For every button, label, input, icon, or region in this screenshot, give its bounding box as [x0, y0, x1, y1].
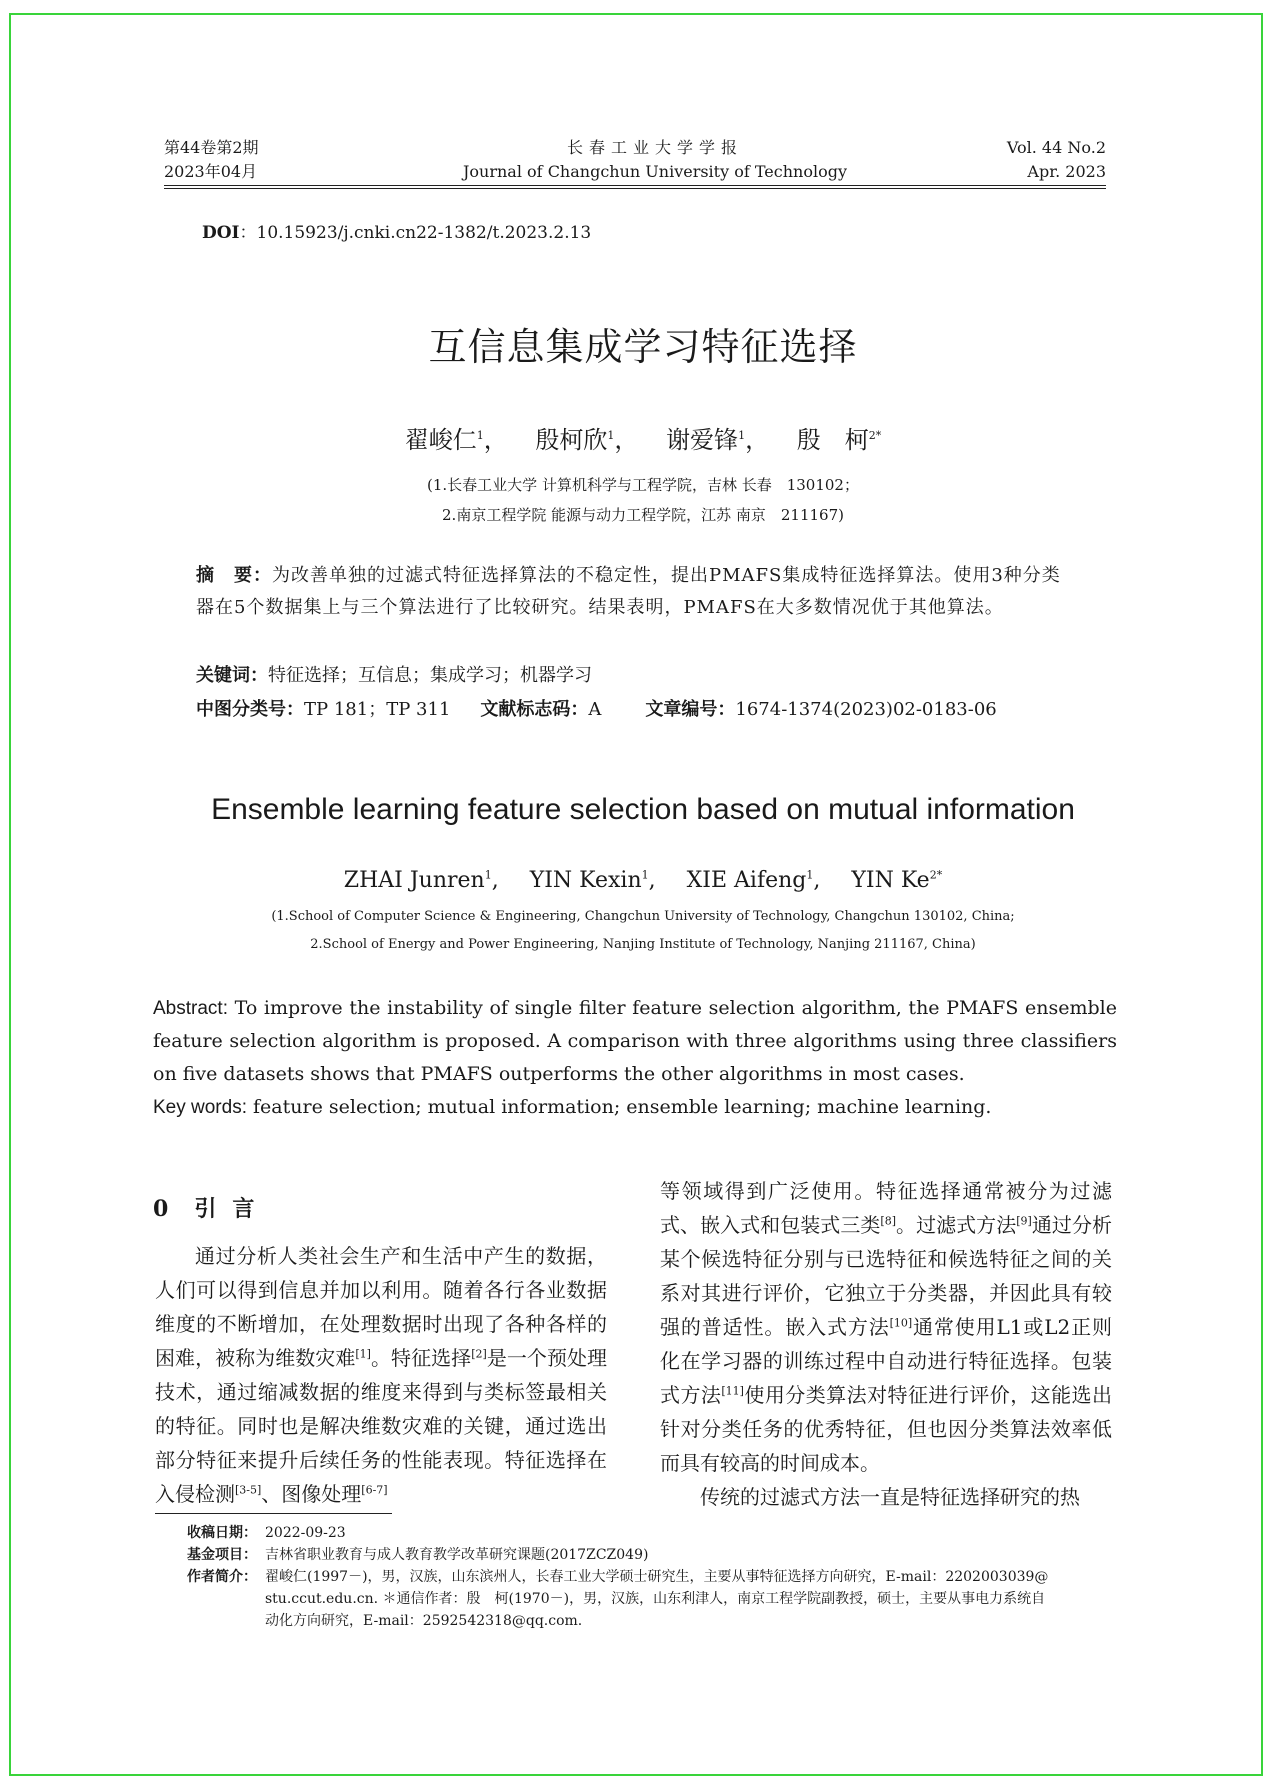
author-bio-line: stu.ccut.edu.cn. ＊通信作者：殷 柯(1970－)，男，汉族，山东利津人，南京工程学院副教授，硕士，主要从事电力系统自 [265, 1591, 1046, 1607]
author-en-3: XIE Aifeng$^1$, [686, 868, 821, 893]
journal-name-en: Journal of Changchun University of Technology [463, 162, 847, 181]
body-paragraph-2: 传统的过滤式方法一直是特征选择研究的热 [700, 1485, 1080, 1509]
volume-cn: 第44卷第2期 [164, 138, 259, 157]
footnote-received [187, 1522, 1113, 1544]
footnote-label: 收稿日期： [187, 1525, 257, 1541]
citation-ref[interactable]: [11] [721, 1384, 744, 1398]
author-en-2: YIN Kexin$^1$, [529, 868, 656, 893]
title-en: Ensemble learning feature selection based on mutual information [211, 793, 1075, 826]
abstract-en-label: Abstract: [153, 998, 228, 1019]
date-cn: 2023年04月 [164, 162, 258, 181]
header-center [460, 136, 850, 184]
header-rule-bottom [164, 188, 1106, 189]
body-text: 、图像处理 [261, 1482, 362, 1506]
doi-value[interactable]: ：10.15923/j.cnki.cn22-1382/t.2023.2.13 [239, 223, 592, 243]
footnote-rule [155, 1513, 392, 1514]
body-text: 等领域得到广泛使用。特征选择通常被分为过滤式、嵌入式和包装式三类 [660, 1179, 1112, 1237]
author-en-1: ZHAI Junren$^1$, [343, 868, 499, 893]
affiliation-cn-2: 2.南京工程学院 能源与动力工程学院，江苏 南京 211167) [442, 506, 844, 524]
section-number: 0 [153, 1196, 169, 1222]
body-text: 是一个预处理技术，通过缩减数据的维度来得到与类标签最相关的特征。同时也是解决维数灾难的关键，通过选出部分特征来提升后续任务的性能表现。特征选择在入侵检测 [155, 1346, 608, 1506]
citation-ref[interactable]: [2] [471, 1347, 487, 1361]
title-cn: 互信息集成学习特征选择 [428, 325, 858, 369]
keywords-cn-label: 关键词： [196, 665, 268, 686]
abstract-cn-text: 为改善单独的过滤式特征选择算法的不稳定性，提出PMAFS集成特征选择算法。使用3种分类器在5个数据集上与三个算法进行了比较研究。结果表明，PMAFS在大多数情况优于其他算法。 [196, 565, 1061, 618]
affiliation-en-1: (1.School of Computer Science & Engineering, Changchun University of Technology, Changchun 130102, China; [271, 909, 1015, 924]
footnote-fund [187, 1544, 1113, 1566]
footnote-label: 基金项目： [187, 1547, 257, 1563]
body-column-right [660, 1174, 1112, 1514]
footnote-author [187, 1566, 1113, 1632]
body-text: 。特征选择 [370, 1346, 472, 1370]
abstract-en [153, 992, 1117, 1091]
keywords-en-text: feature selection; mutual information; ensemble learning; machine learning. [246, 1096, 992, 1118]
affiliation-cn-1: (1.长春工业大学 计算机科学与工程学院，吉林 长春 130102； [427, 476, 859, 494]
citation-ref[interactable]: [3-5] [235, 1483, 262, 1497]
body-column-left [155, 1239, 607, 1511]
authors-cn [0, 420, 1286, 455]
abstract-cn-label: 摘 要： [196, 565, 272, 586]
received-date: 2022-09-23 [265, 1525, 346, 1541]
citation-ref[interactable]: [8] [880, 1214, 896, 1228]
keywords-cn [196, 660, 592, 692]
doi-label: DOI [202, 223, 240, 243]
clc-label: 中图分类号： [196, 699, 304, 720]
body-text: 通常使用L1或L2正则化在学习器的训练过程中自动进行特征选择。包装式方法 [660, 1315, 1113, 1407]
header-right [1007, 136, 1106, 184]
body-text: 通过分析某个候选特征分别与已选特征和候选特征之间的关系对其进行评价，它独立于分类器，并因此具有较强的普适性。嵌入式方法 [660, 1213, 1113, 1339]
clc-value: TP 181；TP 311 [304, 699, 451, 720]
abstract-cn [196, 560, 1076, 624]
article-no-value: 1674-1374(2023)02-0183-06 [735, 699, 997, 720]
doc-code-value: A [588, 699, 602, 720]
journal-name-cn: 长春工业大学学报 [566, 138, 743, 157]
abstract-en-text: To improve the instability of single filter feature selection algorithm, the PMAFS ensemble feature selection algorithm is proposed. A comparison with three algorithms using three classifiers on five datasets shows that PMAFS outperforms the other algorithms in most cases. [153, 997, 1117, 1085]
footnote-label: 作者简介： [187, 1569, 257, 1585]
authors-en [0, 868, 1286, 893]
citation-ref[interactable]: [10] [889, 1316, 913, 1330]
keywords-cn-text: 特征选择；互信息；集成学习；机器学习 [268, 665, 592, 686]
keywords-en-label: Key words: [153, 1097, 247, 1118]
body-text: 通过分析人类社会生产和生活中产生的数据，人们可以得到信息并加以利用。随着各行各业数据维度的不断增加，在处理数据时出现了各种各样的困难，被称为维数灾难 [155, 1244, 607, 1370]
author-bio-line: 动化方向研究，E-mail：2592542318@qq.com. [265, 1613, 583, 1629]
citation-ref[interactable]: [6-7] [361, 1483, 388, 1497]
author-bio-line: 翟峻仁(1997－)，男，汉族，山东滨州人，长春工业大学硕士研究生，主要从事特征选择方向研究，E-mail：2202003039@ [265, 1569, 1049, 1585]
author-en-4: YIN $Ke^{2*}$ [851, 868, 943, 893]
author-cn-2: 殷柯欣$^1$， [535, 426, 639, 454]
body-text: 使用分类算法对特征进行评价，这能选出针对分类任务的优秀特征，但也因分类算法效率低而具有较高的时间成本。 [660, 1383, 1112, 1475]
author-cn-3: 谢爱锋$^1$， [666, 426, 770, 454]
citation-ref[interactable]: [9] [1016, 1214, 1032, 1228]
section-heading [153, 1192, 270, 1223]
section-title: 引言 [194, 1196, 271, 1222]
doc-code-label: 文献标志码： [480, 699, 589, 720]
date-en: Apr. 2023 [1027, 162, 1106, 181]
author-cn-4: 殷 柯$^{2*}$ [796, 426, 882, 454]
fund-text: 吉林省职业教育与成人教育教学改革研究课题(2017ZCZ049) [265, 1547, 649, 1563]
citation-ref[interactable]: [1] [355, 1347, 371, 1361]
body-text: 。过滤式方法 [896, 1213, 1017, 1237]
doi-line [202, 218, 591, 243]
keywords-en [153, 1091, 991, 1124]
header-left [164, 136, 259, 184]
article-no-label: 文章编号： [645, 699, 736, 720]
volume-en: Vol. 44 No.2 [1006, 138, 1106, 157]
affiliation-en-2: 2.School of Energy and Power Engineering, Nanjing Institute of Technology, Nanjing 211167, China) [310, 937, 976, 952]
author-cn-1: 翟峻仁$^1$， [404, 426, 508, 454]
header-rule-top [164, 185, 1106, 186]
classification-cn [196, 694, 997, 726]
